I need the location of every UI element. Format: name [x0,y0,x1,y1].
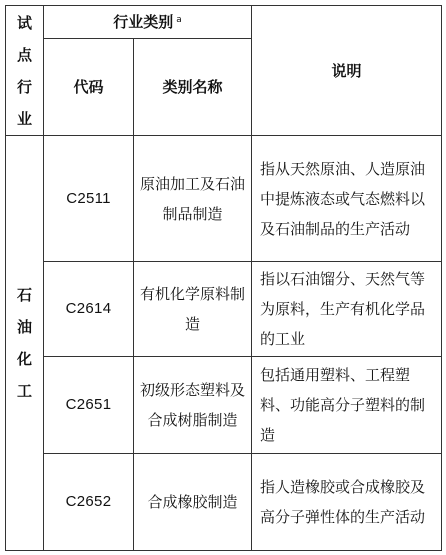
header-description: 说明 [252,6,442,136]
code-cell: C2652 [44,454,134,551]
table-row [6,454,442,551]
description-cell: 包括通用塑料、工程塑料、功能高分子塑料的制造 [252,357,442,454]
code-cell: C2651 [44,357,134,454]
category-name-cell: 初级形态塑料及合成树脂制造 [134,357,252,454]
table-row [6,136,442,262]
header-pilot-industry-char: 业 [16,109,32,128]
industry-char: 工 [16,382,32,400]
code-cell: C2614 [44,262,134,357]
industry-char: 油 [16,318,32,336]
industry-cell [6,136,44,551]
description-cell: 指人造橡胶或合成橡胶及高分子弹性体的生产活动 [252,454,442,551]
industry-char: 化 [16,350,32,368]
table-row [6,357,442,454]
description-cell: 指以石油馏分、天然气等为原料，生产有机化学品的工业 [252,262,442,357]
description-cell: 指从天然原油、人造原油中提炼液态或气态燃料以及石油制品的生产活动 [252,136,442,262]
header-industry-category-label: 行业类别 [113,13,174,31]
industry-table [5,5,442,551]
category-name-cell: 原油加工及石油制品制造 [134,136,252,262]
header-pilot-industry-char: 点 [16,45,32,64]
header-row-1 [6,6,442,39]
footnote-mark: a [176,15,182,25]
header-pilot-industry-char: 试 [16,13,32,32]
header-category-name: 类别名称 [134,39,252,136]
code-cell: C2511 [44,136,134,262]
header-pilot-industry [6,6,44,136]
category-name-cell: 有机化学原料制造 [134,262,252,357]
header-industry-category [44,6,252,39]
header-pilot-industry-char: 行 [16,77,32,96]
table-row [6,262,442,357]
industry-char: 石 [16,286,32,304]
header-code: 代码 [44,39,134,136]
category-name-cell: 合成橡胶制造 [134,454,252,551]
